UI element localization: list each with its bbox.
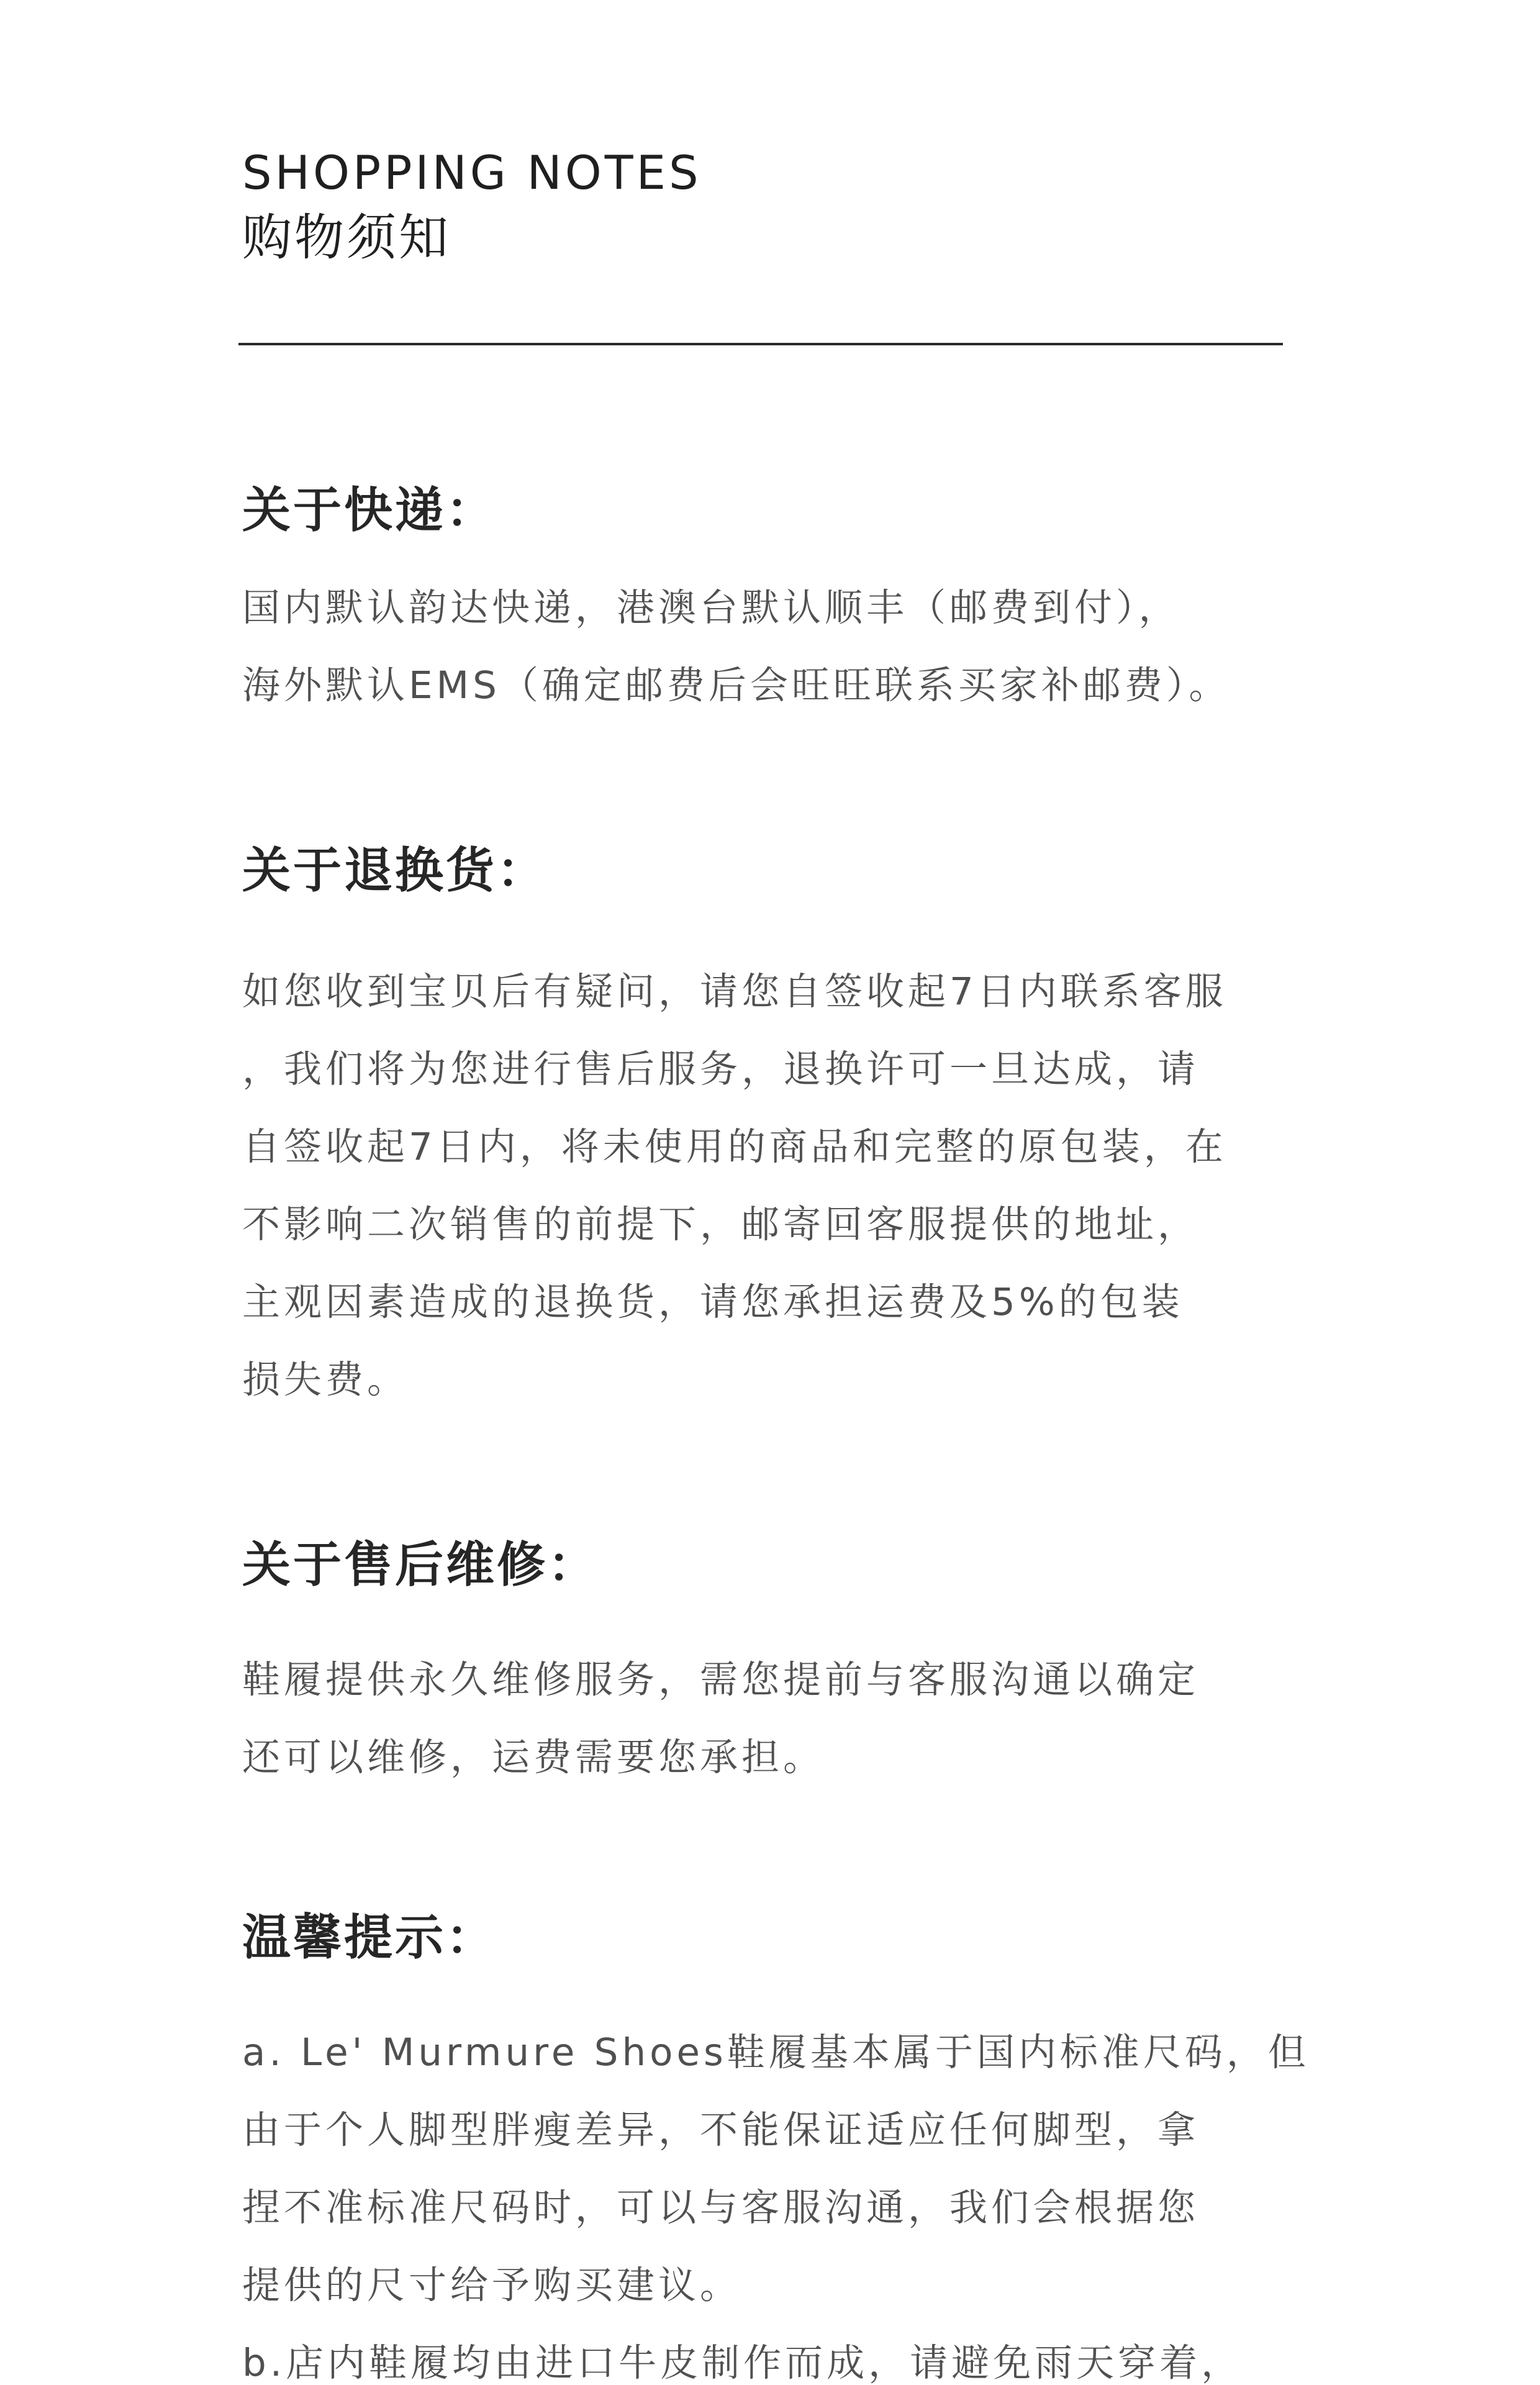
section-tips (242, 1901, 1310, 2385)
section-body-tips (242, 2014, 1310, 2385)
section-title-repair: 关于售后维修： (242, 1537, 599, 1593)
section-shipping (242, 473, 1298, 724)
section-body-shipping (242, 569, 1298, 724)
paragraph-line: 损失费。 (242, 1358, 409, 1402)
paragraph-line: 鞋履提供永久维修服务，需您提前与客服沟通以确定 (242, 1658, 1200, 1702)
header-divider (238, 343, 1283, 345)
page-header (242, 142, 1285, 272)
paragraph-line: 提供的尺寸给予购买建议。 (242, 2263, 742, 2307)
page-title-english: SHOPPING NOTES (242, 145, 702, 200)
section-title-shipping: 关于快递： (242, 483, 497, 538)
paragraph-line: b.店内鞋履均由进口牛皮制作而成，请避免雨天穿着， (242, 2341, 1243, 2385)
paragraph-line: 自签收起7日内，将未使用的商品和完整的原包装，在 (242, 1125, 1227, 1169)
paragraph-line: a. Le' Murmure Shoes鞋履基本属于国内标准尺码，但 (242, 2030, 1310, 2074)
paragraph-line: ，我们将为您进行售后服务，退换许可一旦达成，请 (242, 1047, 1200, 1091)
section-body-returns (242, 953, 1298, 1419)
paragraph-line: 捏不准标准尺码时，可以与客服沟通，我们会根据您 (242, 2186, 1200, 2230)
page-title-chinese: 购物须知 (242, 209, 451, 266)
paragraph-line: 国内默认韵达快递，港澳台默认顺丰（邮费到付）， (242, 586, 1180, 630)
section-body-repair (242, 1641, 1298, 1796)
section-title-tips: 温馨提示： (242, 1910, 497, 1966)
paragraph-line: 主观因素造成的退换货，请您承担运费及5%的包装 (242, 1280, 1184, 1324)
paragraph-line: 不影响二次销售的前提下，邮寄回客服提供的地址， (242, 1202, 1200, 1247)
paragraph-line: 如您收到宝贝后有疑问，请您自签收起7日内联系客服 (242, 970, 1227, 1014)
section-repair (242, 1528, 1298, 1796)
paragraph-line: 还可以维修，运费需要您承担。 (242, 1735, 825, 1779)
paragraph-line: 海外默认EMS（确定邮费后会旺旺联系买家补邮费）。 (242, 663, 1231, 707)
section-title-returns: 关于退换货： (242, 843, 548, 899)
paragraph-line: 由于个人脚型胖瘦差异，不能保证适应任何脚型，拿 (242, 2108, 1200, 2152)
section-returns (242, 834, 1298, 1419)
